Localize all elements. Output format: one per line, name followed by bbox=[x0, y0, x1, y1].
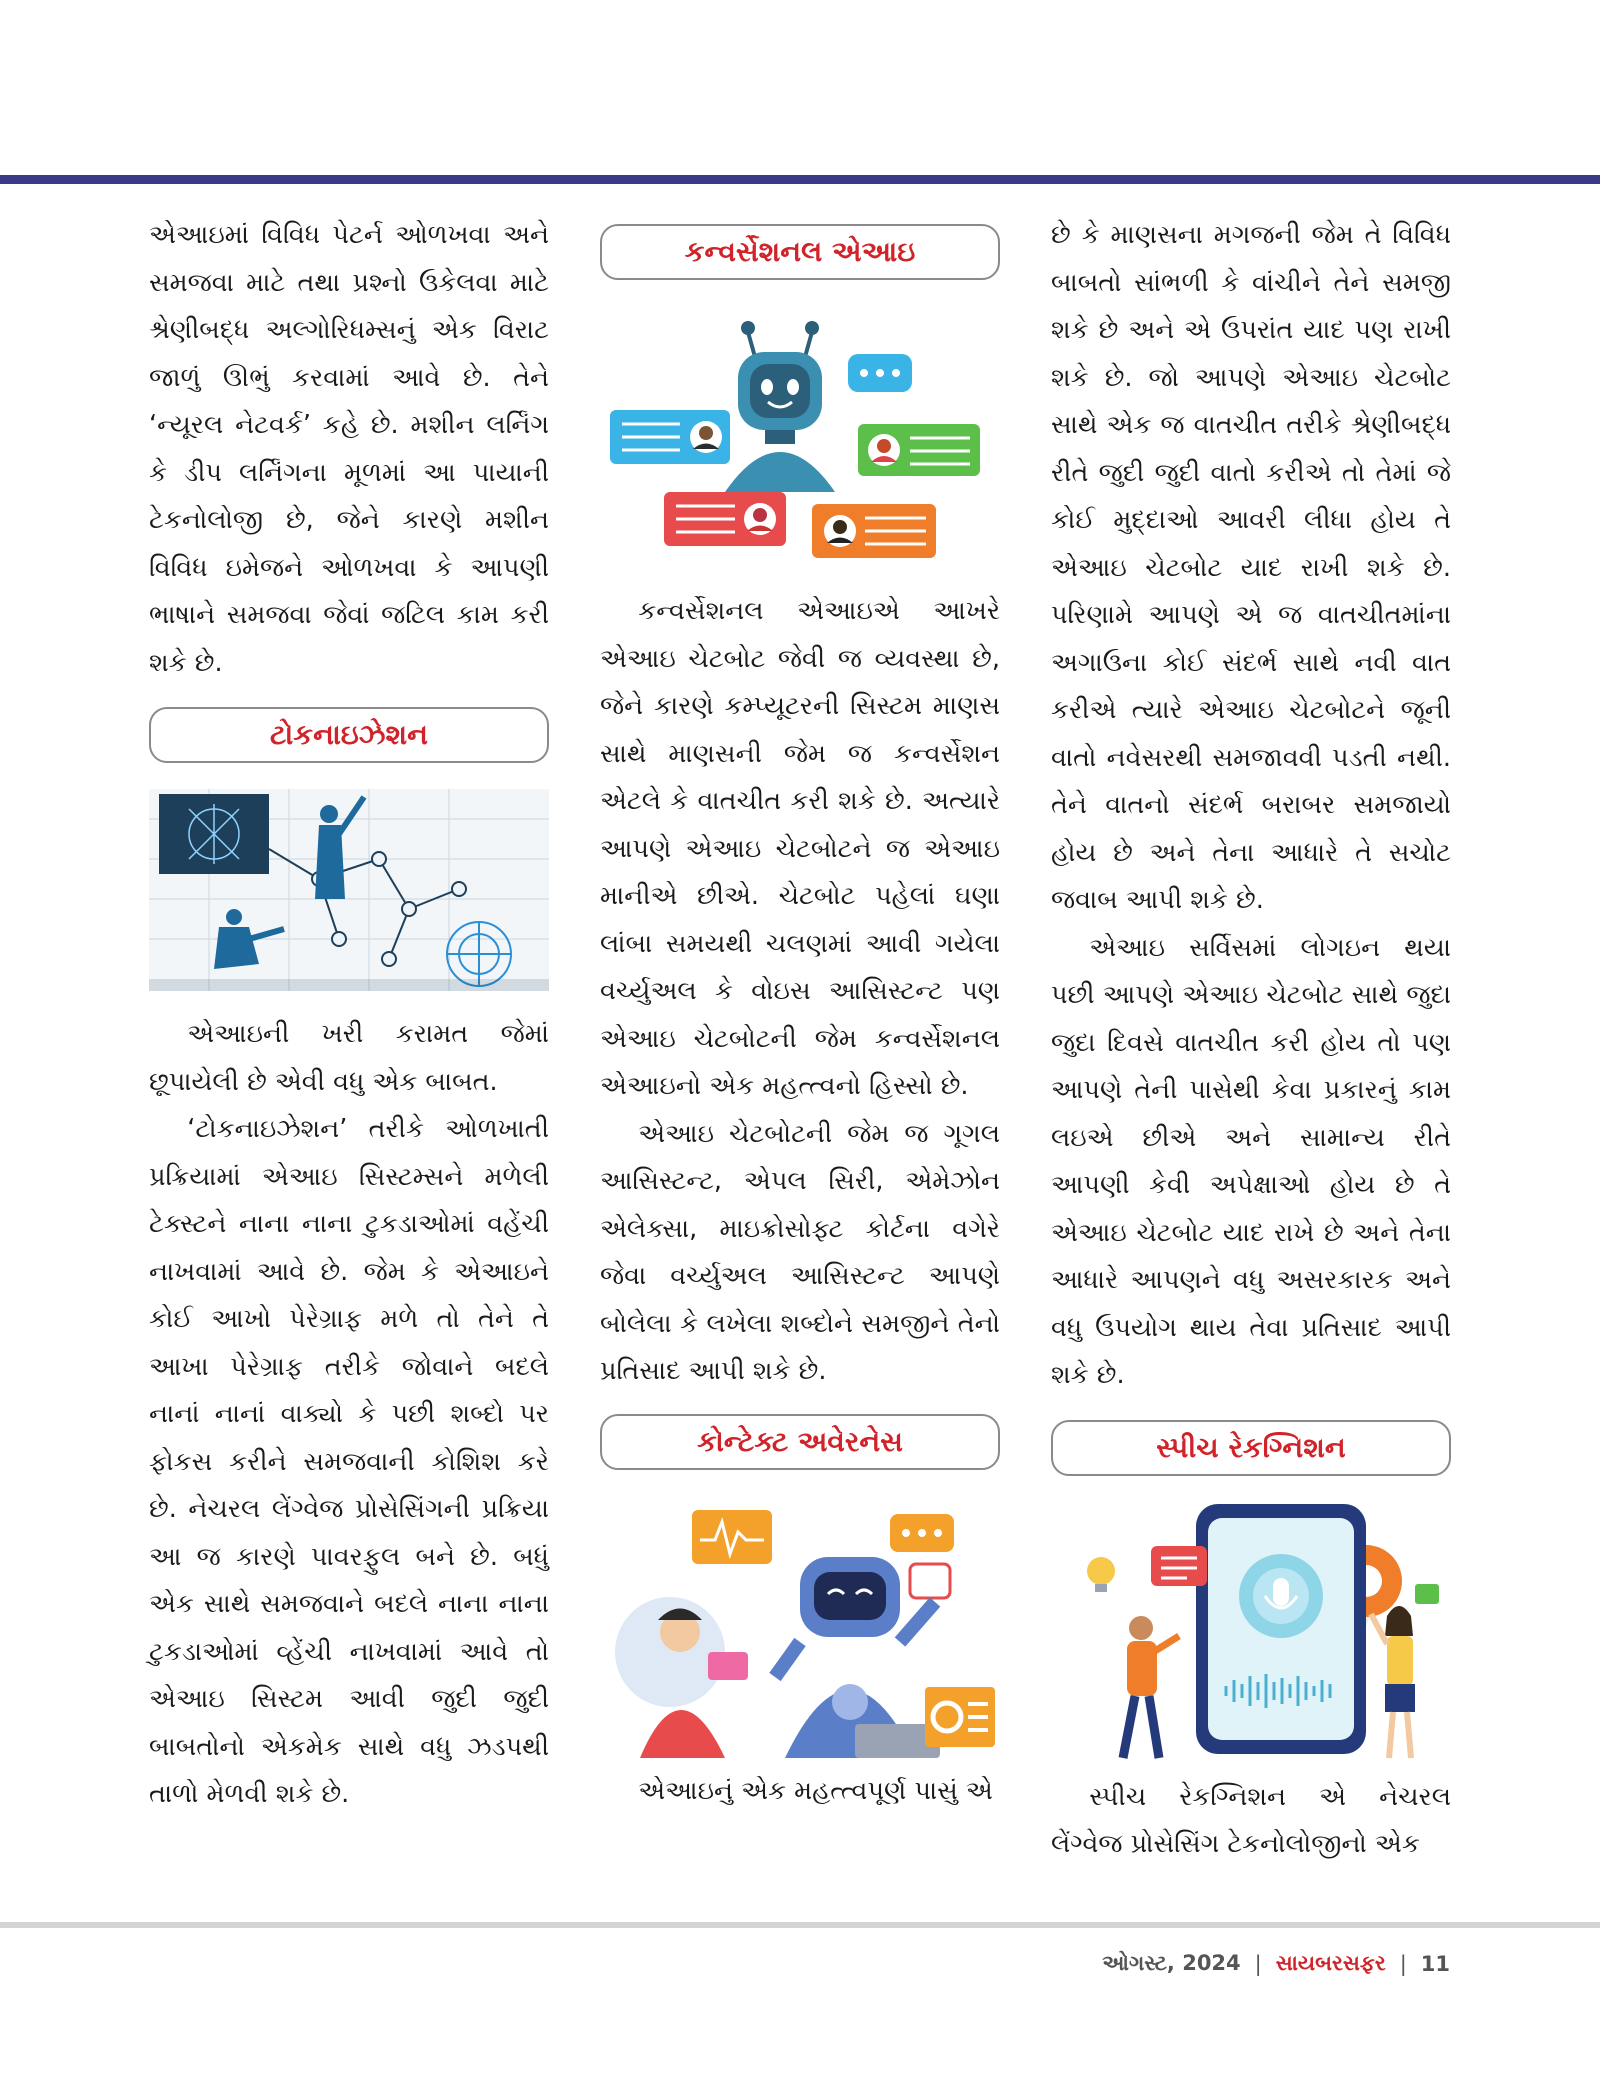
paragraph: કન્વર્સેશનલ એઆઇએ આખરે એઆઇ ચેટબોટ જેવી જ વ્યવસ્થા છે, જેને કારણે કમ્પ્યૂટરની સિસ્ટમ માણસ સાથે માણસની જેમ જ કન્વર્સેશન એટલે કે વાતચીત કરી શકે છે. અત્યારે આપણે એઆઇ ચેટબોટને જ એઆઇ માનીએ છીએ. ચેટબોટ પહેલાં ઘણા લાંબા સમયથી ચલણમાં આવી ગયેલા વર્ચ્યુઅલ કે વોઇસ આસિસ્ટન્ટ પણ એઆઇ ચેટબોટની જેમ કન્વર્સેશનલ એઆઇનો એક મહત્ત્વનો હિસ્સો છે. bbox=[600, 596, 1000, 1101]
paragraph: સ્પીચ રેકગ્નિશન એ નેચરલ લેંગ્વેજ પ્રોસેસિંગ ટેકનોલોજીનો એક bbox=[1051, 1781, 1451, 1859]
section-heading-speech-recognition bbox=[1051, 1420, 1451, 1476]
paragraph: એઆઇ સર્વિસમાં લોગઇન થયા પછી આપણે એઆઇ ચેટબોટ સાથે જુદા જુદા દિવસે વાતચીત કરી હોય તો પણ આપણે તેની પાસેથી કેવા પ્રકારનું કામ લઇએ છીએ અને સામાન્ય રીતે આપણી કેવી અપેક્ષાઓ હોય છે તે એઆઇ ચેટબોટ યાદ રાખે છે અને તેના આધારે આપણને વધુ અસરકારક અને વધુ ઉપયોગ થાય તેવા પ્રતિસાદ આપી શકે છે. bbox=[1051, 932, 1451, 1390]
bottom-rule bbox=[0, 1922, 1600, 1928]
speech-recognition-illustration bbox=[1051, 1496, 1451, 1762]
magazine-name: સાયબરસફર bbox=[1275, 1951, 1386, 1975]
column-3 bbox=[1051, 212, 1451, 1869]
section-heading-context-awareness bbox=[600, 1414, 1000, 1470]
section-heading-conversational-ai bbox=[600, 224, 1000, 280]
section-heading-text: ટોકનાઇઝેશન bbox=[270, 718, 428, 751]
section-heading-text: કન્વર્સેશનલ એઆઇ bbox=[684, 235, 916, 268]
page-footer bbox=[1102, 1951, 1450, 1976]
paragraph: એઆઇ ચેટબોટની જેમ જ ગૂગલ આસિસ્ટન્ટ, એપલ સિરી, એમેઝોન એલેક્સા, માઇક્રોસોફ્ટ કોર્ટના વગેરે જેવા વર્ચ્યુઅલ આસિસ્ટન્ટ આપણે બોલેલા કે લખેલા શબ્દોને સમજીને તેનો પ્રતિસાદ આપી શકે છે. bbox=[600, 1118, 1000, 1386]
issue-date: ઓગસ્ટ, 2024 bbox=[1102, 1951, 1241, 1975]
chatbot-illustration bbox=[600, 292, 1000, 564]
paragraph: છે કે માણસના મગજની જેમ તે વિવિધ બાબતો સાંભળી કે વાંચીને તેને સમજી શકે છે અને એ ઉપરાંત યાદ પણ રાખી શકે છે. જો આપણે એઆઇ ચેટબોટ સાથે એક જ વાતચીત તરીકે શ્રેણીબદ્ધ રીતે જુદી જુદી વાતો કરીએ તો તેમાં જે કોઈ મુદ્દાઓ આવરી લીધા હોય તે એઆઇ ચેટબોટ યાદ રાખી શકે છે. પરિણામે આપણે એ જ વાતચીતમાંના અગાઉના કોઈ સંદર્ભ સાથે નવી વાત કરીએ ત્યારે એઆઇ ચેટબોટને જૂની વાતો નવેસરથી સમજાવવી પડતી નથી. તેને વાતનો સંદર્ભ બરાબર સમજાયો હોય છે અને તેના આધારે તે સચોટ જવાબ આપી શકે છે. bbox=[1051, 220, 1451, 915]
paragraph: ‘ટોકનાઇઝેશન’ તરીકે ઓળખાતી પ્રક્રિયામાં એઆઇ સિસ્ટમ્સને મળેલી ટેક્સ્ટને નાના નાના ટુકડાઓમાં વહેંચી નાખવામાં આવે છે. જેમ કે એઆઇને કોઈ આખો પેરેગ્રાફ મળે તો તેને તે આખા પેરેગ્રાફ તરીકે જોવાને બદલે નાનાં નાનાં વાક્યો કે પછી શબ્દો પર ફોકસ કરીને સમજવાની કોશિશ કરે છે. નેચરલ લેંગ્વેજ પ્રોસેસિંગની પ્રક્રિયા આ જ કારણે પાવરફુલ બને છે. બધું એક સાથે સમજવાને બદલે નાના નાના ટુકડાઓમાં વ્હેંચી નાખવામાં આવે તો એઆઇ સિસ્ટમ આવી જુદી જુદી બાબતોનો એકમેક સાથે વધુ ઝડપથી તાળો મેળવી શકે છે. bbox=[149, 1114, 549, 1809]
column-1 bbox=[149, 212, 549, 1819]
footer-separator: | bbox=[1254, 1951, 1262, 1976]
context-awareness-illustration bbox=[600, 1492, 1000, 1758]
footer-separator: | bbox=[1399, 1951, 1407, 1976]
column-2 bbox=[600, 212, 1000, 1815]
paragraph: એઆઇમાં વિવિધ પેટર્ન ઓળખવા અને સમજવા માટે તથા પ્રશ્નો ઉકેલવા માટે શ્રેણીબદ્ધ અલ્ગોરિધમ્સનું એક વિરાટ જાળું ઊભું કરવામાં આવે છે. તેને ‘ન્યૂરલ નેટવર્ક’ કહે છે. મશીન લર્નિંગ કે ડીપ લર્નિંગના મૂળમાં આ પાયાની ટેકનોલોજી છે, જેને કારણે મશીન વિવિધ ઇમેજને ઓળખવા કે આપણી ભાષાને સમજવા જેવાં જટિલ કામ કરી શકે છે. bbox=[149, 220, 549, 678]
tokenization-illustration bbox=[149, 789, 549, 991]
section-heading-tokenization bbox=[149, 707, 549, 763]
top-rule bbox=[0, 175, 1600, 184]
paragraph: એઆઇની ખરી કરામત જેમાં છૂપાયેલી છે એવી વધુ એક બાબત. bbox=[149, 1019, 549, 1097]
paragraph: એઆઇનું એક મહત્ત્વપૂર્ણ પાસું એ bbox=[638, 1775, 993, 1806]
section-heading-text: કોન્ટેક્ટ અવેરનેસ bbox=[697, 1424, 903, 1458]
page-number: 11 bbox=[1420, 1951, 1450, 1976]
section-heading-text: સ્પીચ રેકગ્નિશન bbox=[1156, 1430, 1346, 1464]
